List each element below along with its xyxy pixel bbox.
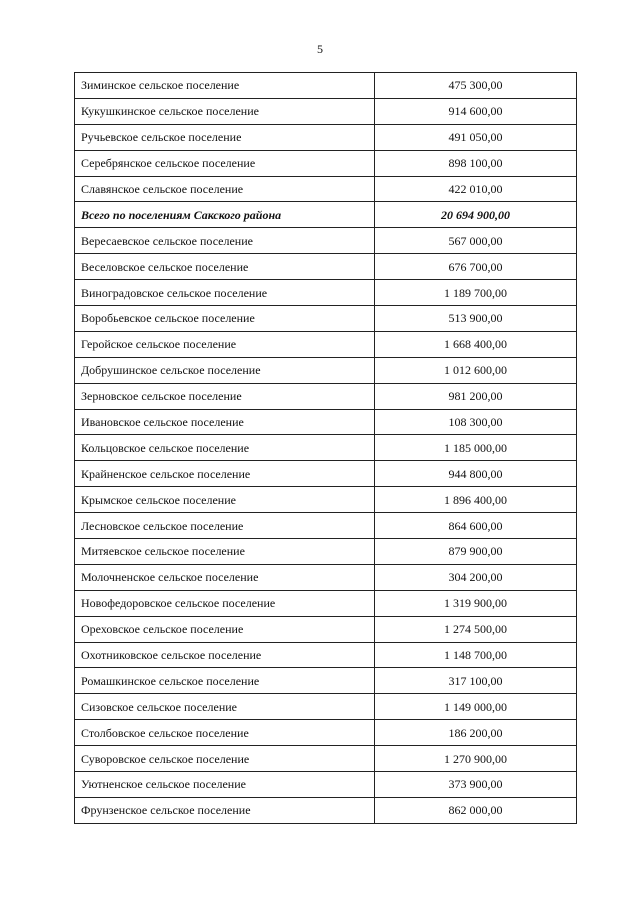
settlement-name-cell: Крымское сельское поселение — [75, 487, 375, 513]
table-row — [75, 150, 577, 176]
table-row — [75, 254, 577, 280]
amount-cell: 1 148 700,00 — [375, 642, 577, 668]
table-row — [75, 513, 577, 539]
table-row — [75, 306, 577, 332]
settlement-name-cell: Вересаевское сельское поселение — [75, 228, 375, 254]
table-row — [75, 616, 577, 642]
table-row — [75, 357, 577, 383]
settlement-name-cell: Кукушкинское сельское поселение — [75, 98, 375, 124]
amount-cell: 304 200,00 — [375, 564, 577, 590]
settlement-name-cell: Кольцовское сельское поселение — [75, 435, 375, 461]
amount-cell: 1 668 400,00 — [375, 331, 577, 357]
table-row — [75, 435, 577, 461]
allocation-table — [74, 72, 577, 824]
table-row — [75, 409, 577, 435]
amount-cell: 1 274 500,00 — [375, 616, 577, 642]
settlement-name-cell: Новофедоровское сельское поселение — [75, 590, 375, 616]
table-row — [75, 772, 577, 798]
amount-cell: 1 185 000,00 — [375, 435, 577, 461]
table-row — [75, 668, 577, 694]
settlement-name-cell: Воробьевское сельское поселение — [75, 306, 375, 332]
table-row — [75, 383, 577, 409]
table-row — [75, 73, 577, 99]
table-row — [75, 539, 577, 565]
settlement-name-cell: Ручьевское сельское поселение — [75, 124, 375, 150]
table-row — [75, 331, 577, 357]
page-number: 5 — [317, 42, 323, 56]
settlement-name-cell: Сизовское сельское поселение — [75, 694, 375, 720]
allocation-table-body — [75, 73, 577, 824]
table-row — [75, 176, 577, 202]
settlement-name-cell: Суворовское сельское поселение — [75, 746, 375, 772]
amount-cell: 898 100,00 — [375, 150, 577, 176]
table-row — [75, 746, 577, 772]
total-label-cell: Всего по поселениям Сакского района — [75, 202, 375, 228]
settlement-name-cell: Веселовское сельское поселение — [75, 254, 375, 280]
settlement-name-cell: Зиминское сельское поселение — [75, 73, 375, 99]
table-row — [75, 461, 577, 487]
table-row — [75, 694, 577, 720]
table-row — [75, 564, 577, 590]
amount-cell: 981 200,00 — [375, 383, 577, 409]
amount-cell: 1 896 400,00 — [375, 487, 577, 513]
table-row — [75, 280, 577, 306]
settlement-name-cell: Лесновское сельское поселение — [75, 513, 375, 539]
amount-cell: 317 100,00 — [375, 668, 577, 694]
amount-cell: 676 700,00 — [375, 254, 577, 280]
settlement-name-cell: Крайненское сельское поселение — [75, 461, 375, 487]
amount-cell: 491 050,00 — [375, 124, 577, 150]
settlement-name-cell: Славянское сельское поселение — [75, 176, 375, 202]
amount-cell: 1 149 000,00 — [375, 694, 577, 720]
settlement-name-cell: Ивановское сельское поселение — [75, 409, 375, 435]
amount-cell: 513 900,00 — [375, 306, 577, 332]
amount-cell: 422 010,00 — [375, 176, 577, 202]
settlement-name-cell: Столбовское сельское поселение — [75, 720, 375, 746]
table-row — [75, 642, 577, 668]
table-row — [75, 797, 577, 823]
amount-cell: 186 200,00 — [375, 720, 577, 746]
amount-cell: 944 800,00 — [375, 461, 577, 487]
table-row — [75, 98, 577, 124]
settlement-name-cell: Серебрянское сельское поселение — [75, 150, 375, 176]
settlement-name-cell: Уютненское сельское поселение — [75, 772, 375, 798]
amount-cell: 1 012 600,00 — [375, 357, 577, 383]
table-row — [75, 487, 577, 513]
settlement-name-cell: Ореховское сельское поселение — [75, 616, 375, 642]
amount-cell: 1 189 700,00 — [375, 280, 577, 306]
table-row — [75, 590, 577, 616]
table-row — [75, 720, 577, 746]
total-amount-cell: 20 694 900,00 — [375, 202, 577, 228]
amount-cell: 1 319 900,00 — [375, 590, 577, 616]
settlement-name-cell: Молочненское сельское поселение — [75, 564, 375, 590]
amount-cell: 108 300,00 — [375, 409, 577, 435]
settlement-name-cell: Охотниковское сельское поселение — [75, 642, 375, 668]
amount-cell: 864 600,00 — [375, 513, 577, 539]
settlement-name-cell: Геройское сельское поселение — [75, 331, 375, 357]
amount-cell: 879 900,00 — [375, 539, 577, 565]
table-row — [75, 228, 577, 254]
amount-cell: 1 270 900,00 — [375, 746, 577, 772]
amount-cell: 475 300,00 — [375, 73, 577, 99]
amount-cell: 373 900,00 — [375, 772, 577, 798]
settlement-name-cell: Зерновское сельское поселение — [75, 383, 375, 409]
amount-cell: 567 000,00 — [375, 228, 577, 254]
settlement-name-cell: Фрунзенское сельское поселение — [75, 797, 375, 823]
settlement-name-cell: Ромашкинское сельское поселение — [75, 668, 375, 694]
settlement-name-cell: Виноградовское сельское поселение — [75, 280, 375, 306]
settlement-name-cell: Митяевское сельское поселение — [75, 539, 375, 565]
table-total-row — [75, 202, 577, 228]
amount-cell: 914 600,00 — [375, 98, 577, 124]
amount-cell: 862 000,00 — [375, 797, 577, 823]
settlement-name-cell: Добрушинское сельское поселение — [75, 357, 375, 383]
table-row — [75, 124, 577, 150]
